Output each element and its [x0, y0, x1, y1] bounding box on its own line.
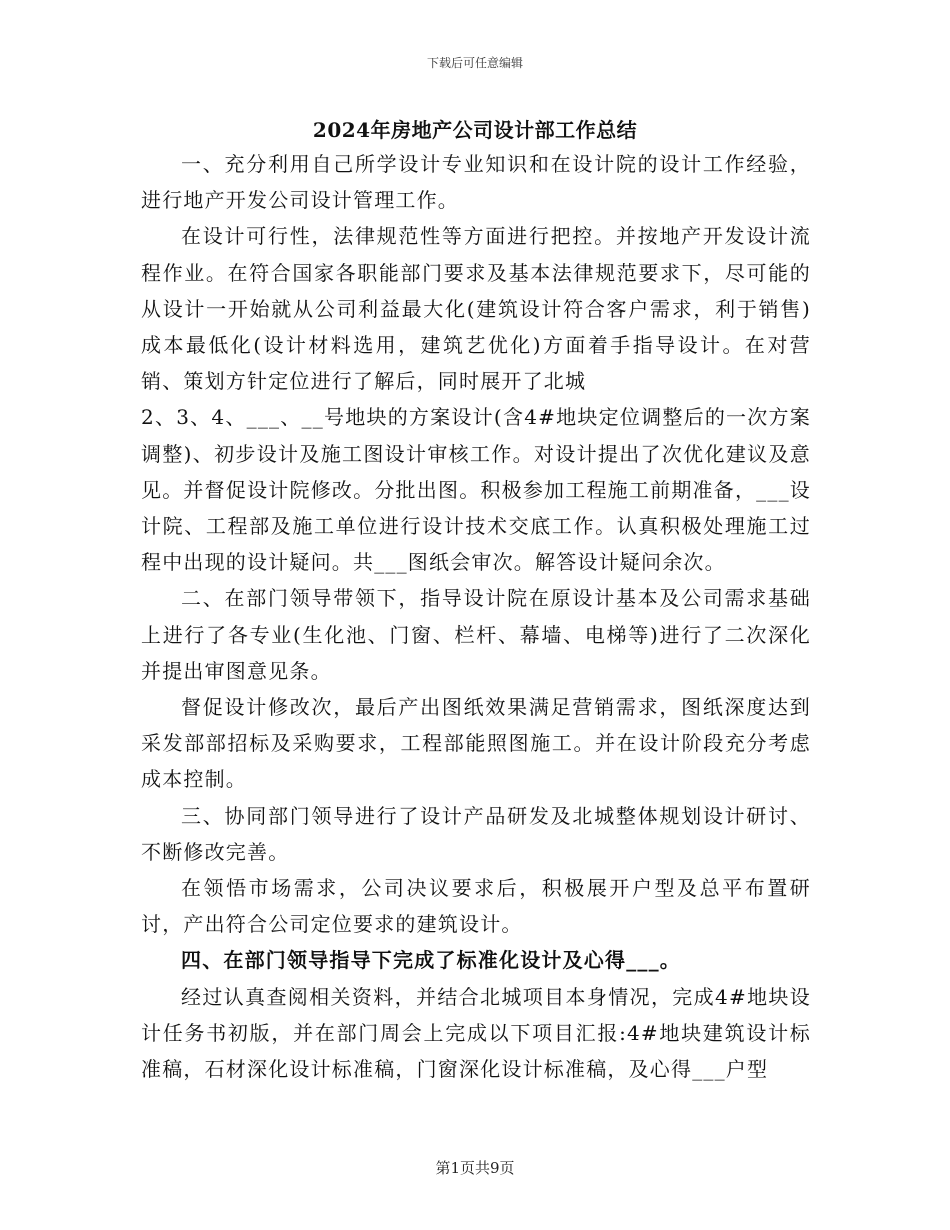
paragraph-section-2: 二、在部门领导带领下，指导设计院在原设计基本及公司需求基础上进行了各专业(生化池、门窗、栏杆、幕墙、电梯等)进行了二次深化并提出审图意见条。	[141, 586, 811, 683]
paragraph-section-1: 一、充分利用自己所学设计专业知识和在设计院的设计工作经验，进行地产开发公司设计管理工作。	[141, 152, 811, 213]
document-body	[141, 146, 811, 1087]
paragraph: 在设计可行性，法律规范性等方面进行把控。并按地产开发设计流程作业。在符合国家各职能部门要求及基本法律规范要求下，尽可能的从设计一开始就从公司利益最大化(建筑设计符合客户需求，利于销售)成本最低化(设计材料选用，建筑艺优化)方面着手指导设计。在对营销、策划方针定位进行了解后，同时展开了北城	[141, 224, 811, 394]
page-number: 第1页共9页	[435, 1159, 515, 1177]
paragraph: 督促设计修改次，最后产出图纸效果满足营销需求，图纸深度达到采发部部招标及采购要求，工程部能照图施工。并在设计阶段充分考虑成本控制。	[141, 695, 811, 792]
document-title: 2024年房地产公司设计部工作总结	[312, 118, 638, 142]
paragraph: 在领悟市场需求，公司决议要求后，积极展开户型及总平布置研讨，产出符合公司定位要求的建筑设计。	[141, 876, 811, 937]
paragraph: 经过认真查阅相关资料，并结合北城项目本身情况，完成4#地块设计任务书初版，并在部门周会上完成以下项目汇报:4#地块建筑设计标准稿，石材深化设计标准稿，门窗深化设计标准稿，及心得___户型	[141, 984, 811, 1082]
page-header-note: 下载后可任意编辑	[426, 56, 523, 70]
paragraph-section-4-heading: 四、在部门领导指导下完成了标准化设计及心得___。	[181, 948, 681, 973]
paragraph: 2、3、4、___、__号地块的方案设计(含4#地块定位调整后的一次方案调整)、初步设计及施工图设计审核工作。对设计提出了次优化建议及意见。并督促设计院修改。分批出图。积极参加工程施工前期准备，___设计院、工程部及施工单位进行设计技术交底工作。认真积极处理施工过程中出现的设计疑问。共___图纸会审次。解答设计疑问余次。	[141, 405, 811, 575]
paragraph-section-3: 三、协同部门领导进行了设计产品研发及北城整体规划设计研讨、不断修改完善。	[141, 803, 811, 864]
